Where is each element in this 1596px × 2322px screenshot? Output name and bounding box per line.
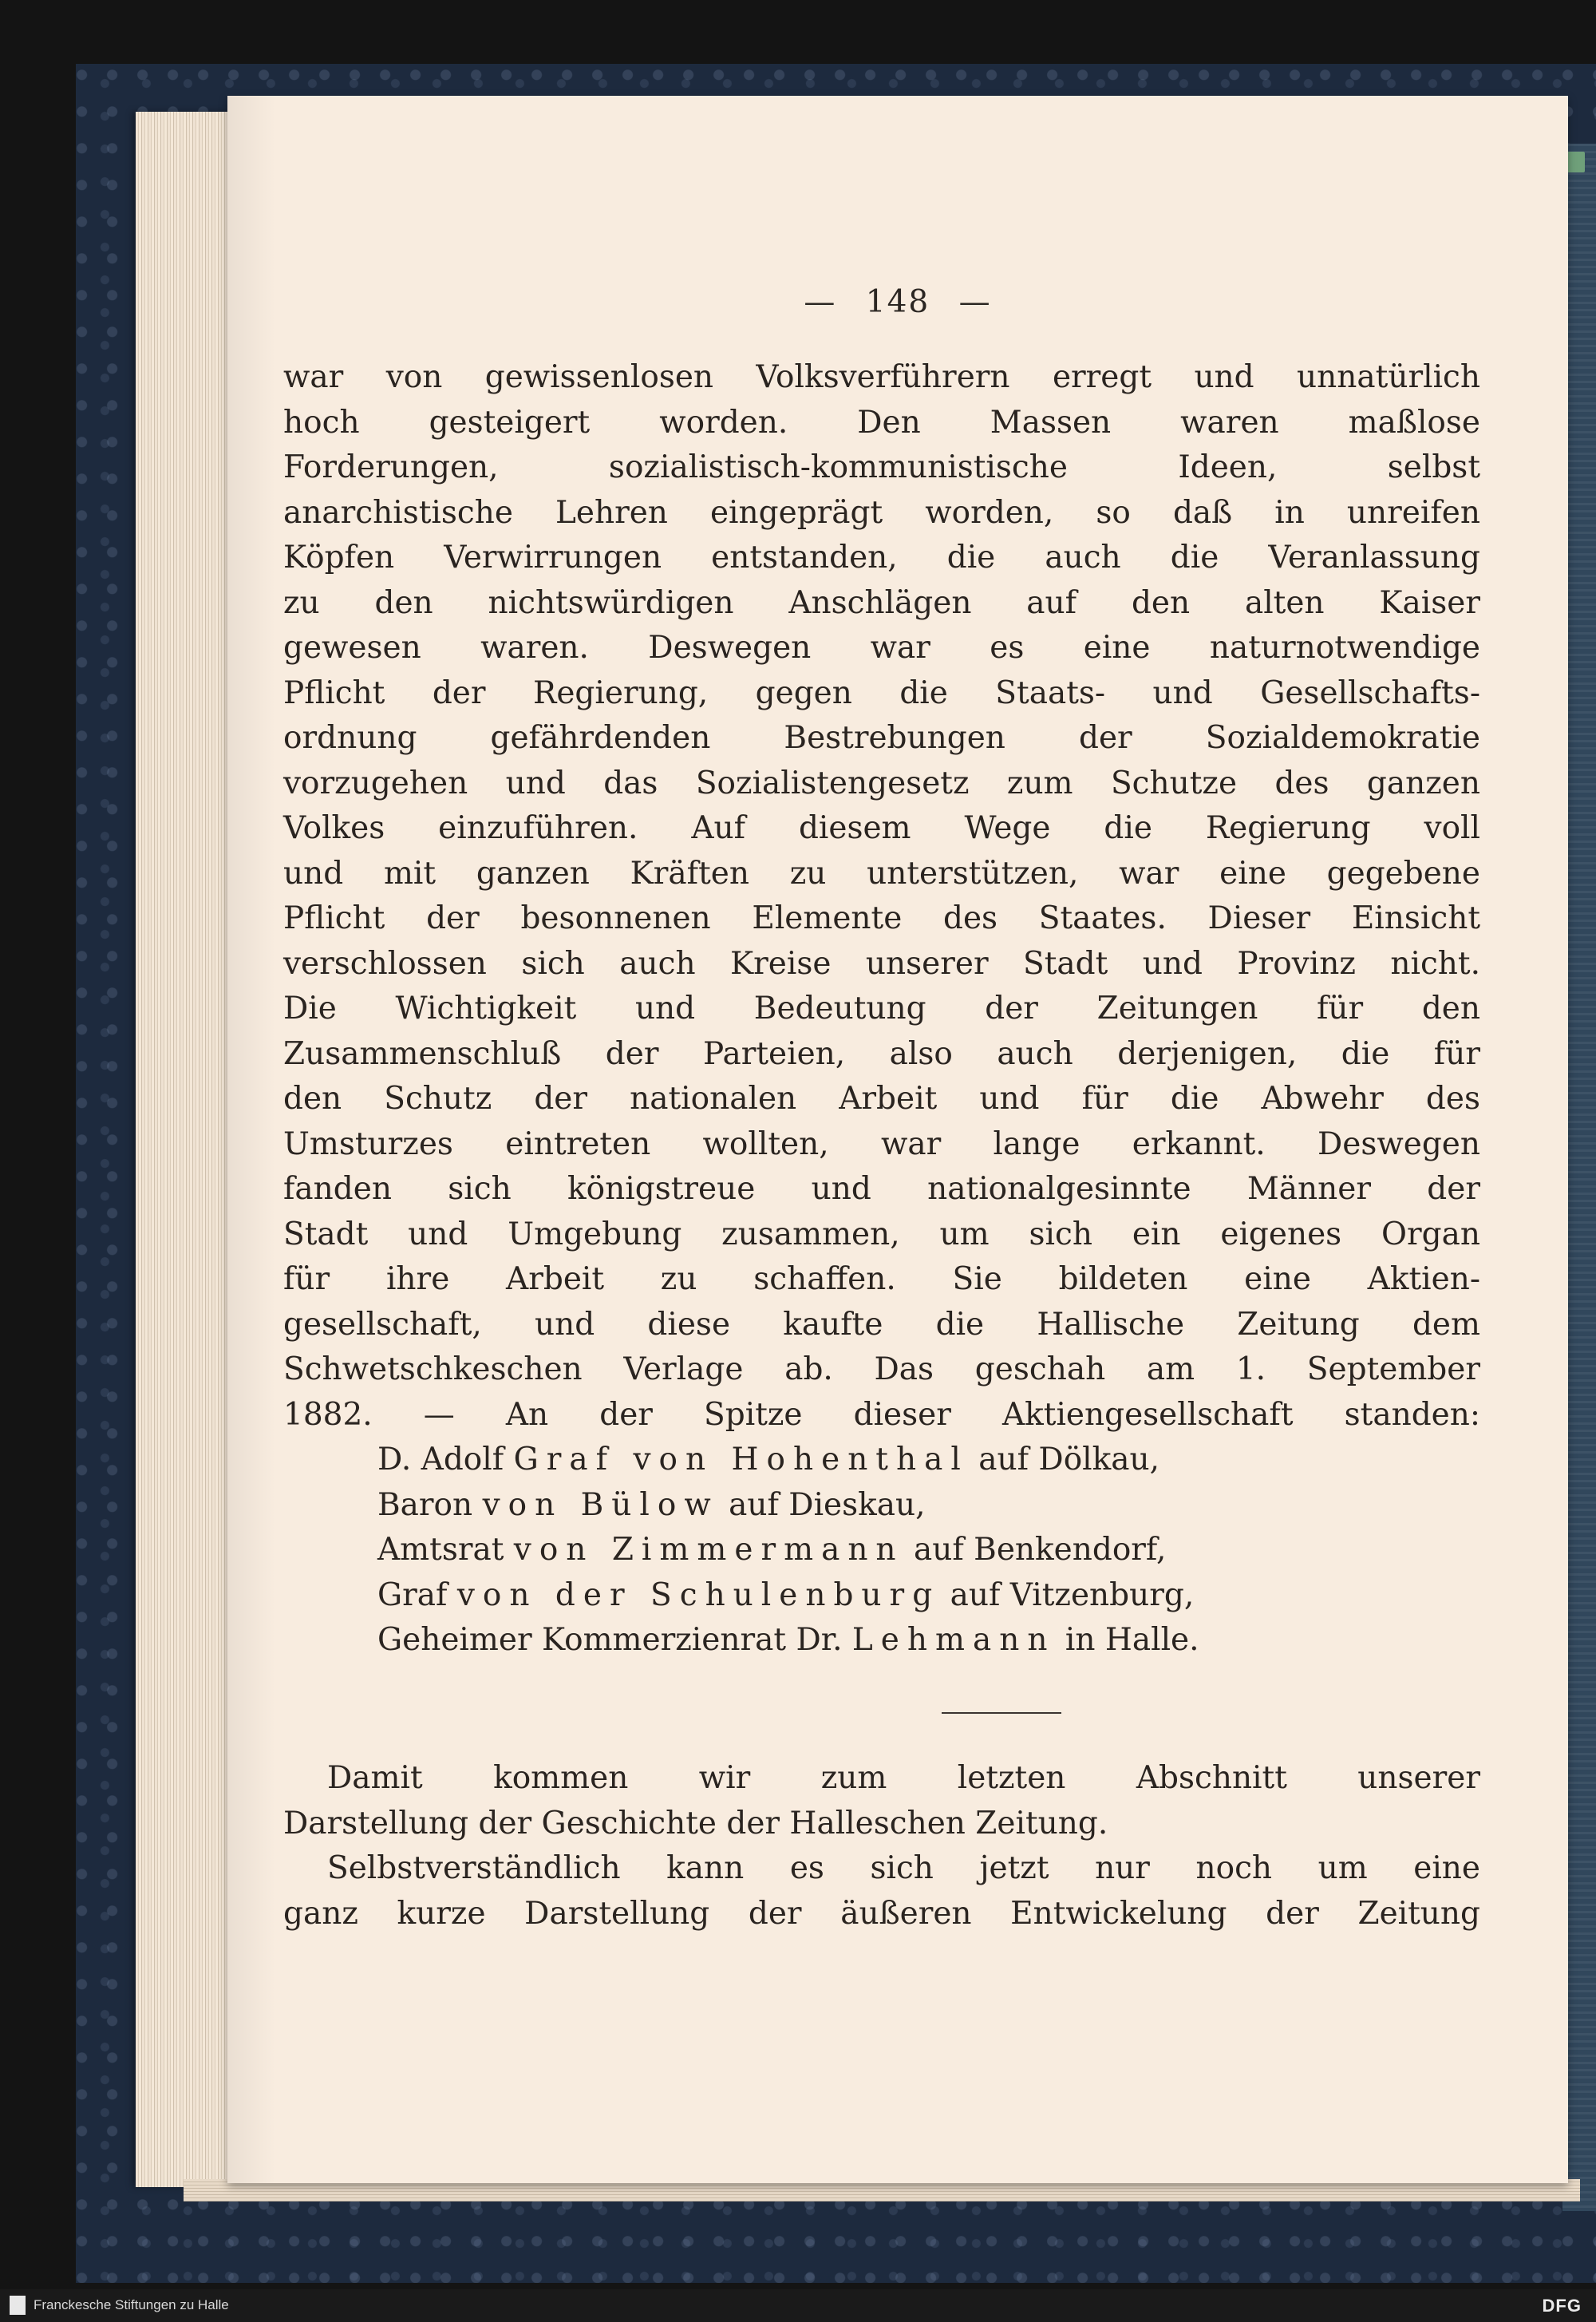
text-line: gesellschaft, und diese kaufte die Hallische Zeitung dem: [283, 1306, 1480, 1343]
member-estate: in Halle.: [1055, 1622, 1199, 1658]
member-title: Amtsrat: [377, 1532, 514, 1568]
header-dash-right: —: [958, 284, 992, 320]
section-divider: [942, 1712, 1061, 1714]
dfg-logo: DFG: [1542, 2296, 1582, 2316]
text-line: Umsturzes eintreten wollten, war lange erkannt. Deswegen: [283, 1125, 1480, 1162]
text-line: Selbstverständlich kann es sich jetzt nur noch um eine: [327, 1850, 1480, 1886]
text-line: vorzugehen und das Sozialistengesetz zum Schutze des ganzen: [283, 765, 1480, 801]
text-line: war von gewissenlosen Volksverführern erregt und unnatürlich: [283, 359, 1480, 395]
member-title: Geheimer Kommerzienrat Dr.: [377, 1622, 852, 1658]
list-item: [377, 1483, 1480, 1529]
list-item: [377, 1438, 1480, 1483]
member-title: Graf: [377, 1576, 457, 1613]
institution-logo-icon: [10, 2296, 26, 2315]
member-name: Graf von Hohenthal: [513, 1442, 969, 1477]
text-line: Zusammenschluß der Parteien, also auch derjenigen, die für: [283, 1035, 1480, 1072]
text-line: zu den nichtswürdigen Anschlägen auf den alten Kaiser: [283, 584, 1480, 621]
list-item: [377, 1618, 1480, 1663]
text-line: verschlossen sich auch Kreise unserer Stadt und Provinz nicht.: [283, 945, 1480, 982]
member-estate: auf Vitzenburg,: [940, 1576, 1195, 1613]
text-line: ordnung gefährdenden Bestrebungen der Sozialdemokratie: [283, 720, 1480, 756]
member-name: von der Schulenburg: [456, 1576, 941, 1613]
text-line: Köpfen Verwirrungen entstanden, die auch die Veranlassung: [283, 540, 1480, 576]
member-title: Baron: [377, 1486, 483, 1523]
list-item: [377, 1528, 1480, 1573]
text-line: gewesen waren. Deswegen war es eine naturnotwendige: [283, 630, 1480, 666]
text-line: fanden sich königstreue und nationalgesinnte Männer der: [283, 1171, 1480, 1207]
text-line: Pflicht der Regierung, gegen die Staats- und Gesellschafts-: [283, 674, 1480, 711]
list-item: [377, 1573, 1480, 1619]
closing-paragraphs: [283, 1756, 1480, 1936]
text-line: 1882. — An der Spitze dieser Aktiengesellschaft standen:: [283, 1396, 1480, 1433]
text-line: Volkes einzuführen. Auf diesem Wege die Regierung voll: [283, 810, 1480, 846]
page-number: 148: [865, 284, 930, 320]
text-line: für ihre Arbeit zu schaffen. Sie bildeten eine Aktien-: [283, 1261, 1480, 1297]
text-line: den Schutz der nationalen Arbeit und für die Abwehr des: [283, 1081, 1480, 1117]
text-line: Damit kommen wir zum letzten Abschnitt unserer: [327, 1760, 1480, 1796]
text-line: und mit ganzen Kräften zu unterstützen, war eine gegebene: [283, 855, 1480, 892]
text-line: hoch gesteigert worden. Den Massen waren maßlose: [283, 404, 1480, 441]
text-line: Pflicht der besonnenen Elemente des Staates. Dieser Einsicht: [283, 900, 1480, 936]
member-estate: auf Dieskau,: [718, 1486, 926, 1523]
member-name: von Zimmermann: [513, 1532, 904, 1568]
page-edges: [136, 112, 231, 2187]
text-line: Die Wichtigkeit und Bedeutung der Zeitungen für den: [283, 991, 1480, 1027]
text-line: Darstellung der Geschichte der Halleschen Zeitung.: [283, 1805, 1108, 1841]
board-member-list: [377, 1438, 1480, 1663]
member-estate: auf Dölkau,: [968, 1442, 1160, 1477]
text-line: Stadt und Umgebung zusammen, um sich ein eigenes Organ: [283, 1216, 1480, 1252]
text-line: Forderungen, sozialistisch-kommunistische Ideen, selbst: [283, 449, 1480, 485]
main-paragraph: [283, 355, 1480, 1663]
institution-name: Franckesche Stiftungen zu Halle: [34, 2297, 229, 2312]
text-line: Schwetschkeschen Verlage ab. Das geschah am 1. September: [283, 1351, 1480, 1387]
footer-bar: [0, 2289, 1596, 2322]
member-name: Lehmann: [851, 1622, 1056, 1658]
text-line: anarchistische Lehren eingeprägt worden, so daß in unreifen: [283, 494, 1480, 531]
header-dash-left: —: [804, 284, 837, 320]
member-title: D. Adolf: [377, 1442, 514, 1477]
text-line: ganz kurze Darstellung der äußeren Entwickelung der Zeitung: [283, 1895, 1480, 1932]
member-estate: auf Benkendorf,: [903, 1532, 1167, 1568]
page-header: [227, 284, 1568, 320]
member-name: von Bülow: [482, 1486, 719, 1523]
